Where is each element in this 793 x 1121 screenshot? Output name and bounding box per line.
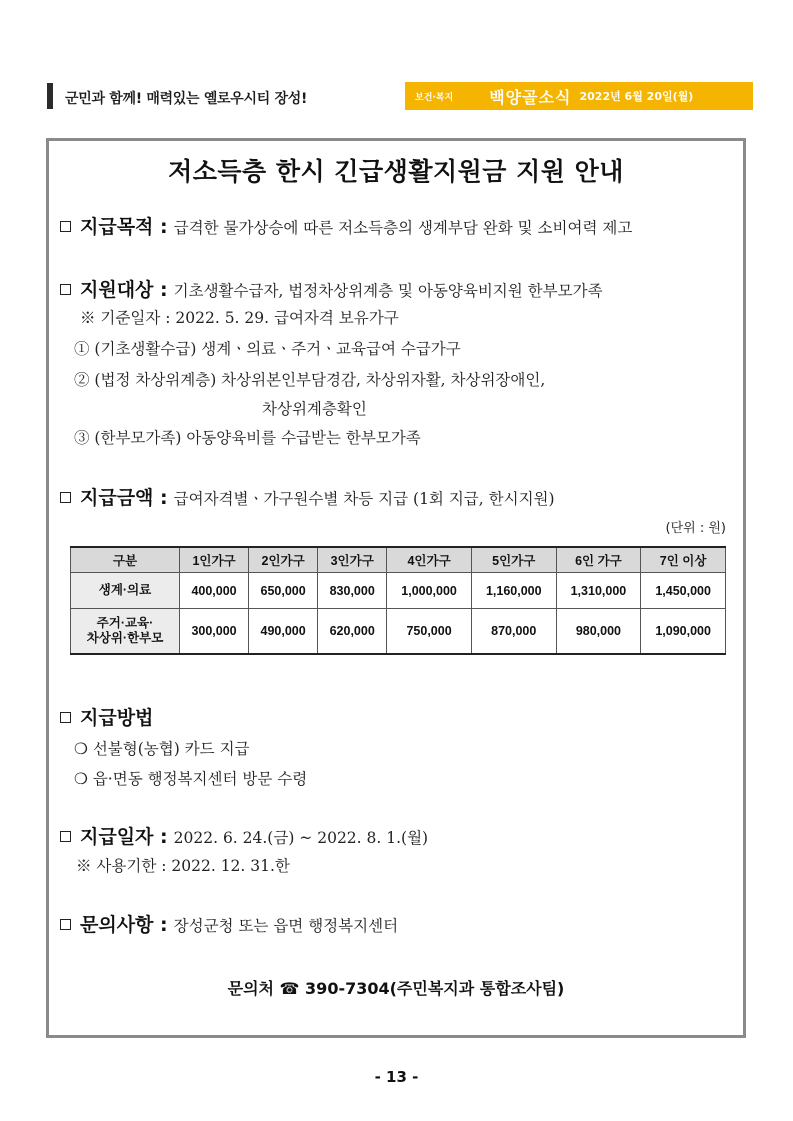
table-cell: 750,000 [387,609,472,655]
checkbox-square-icon [60,492,71,503]
target-item: ② (법정 차상위계층) 차상위본인부담경감, 차상위자활, 차상위장애인, [74,371,546,389]
row-label-line: 차상위·한부모 [86,631,164,645]
page-header [47,82,753,112]
method-item: ❍ 읍·면동 행정복지센터 방문 수령 [74,770,308,788]
amount-table [70,546,726,655]
table-row [71,573,726,609]
section-text: 2022. 6. 24.(금) ~ 2022. 8. 1.(월) [173,829,429,847]
method-item: ❍ 선불형(농협) 카드 지급 [74,740,250,758]
target-item: ③ (한부모가족) 아동양육비를 수급받는 한부모가족 [74,429,421,447]
table-cell: 620,000 [318,609,387,655]
row-label [71,573,180,609]
section-heading: 지급금액 : [80,487,168,509]
row-label [71,609,180,655]
table-cell: 1,160,000 [471,573,556,609]
section-heading: 지급목적 : [80,216,168,238]
checkbox-square-icon [60,221,71,232]
target-item: ① (기초생활수급) 생계ㆍ의료ㆍ주거ㆍ교육급여 수급가구 [74,340,461,358]
column-header: 7인 이상 [641,547,726,573]
row-label-line: 생계·의료 [98,583,152,597]
table-cell: 490,000 [249,609,318,655]
header-banner [405,82,753,110]
table-cell: 300,000 [180,609,249,655]
table-cell: 400,000 [180,573,249,609]
section-text: 장성군청 또는 읍면 행정복지센터 [173,917,399,935]
section-target [60,275,603,302]
section-purpose [60,212,632,239]
page-number: - 13 - [374,1068,419,1086]
schedule-note: ※ 사용기한 : 2022. 12. 31.한 [76,857,290,875]
unit-label: (단위 : 원) [665,521,726,536]
table-cell: 1,090,000 [641,609,726,655]
column-header: 1인가구 [180,547,249,573]
section-heading: 문의사항 : [80,914,168,936]
section-heading: 지급일자 : [80,826,168,848]
table-cell: 1,310,000 [556,573,641,609]
checkbox-square-icon [60,284,71,295]
column-header: 3인가구 [318,547,387,573]
header-slogan: 군민과 함께! 매력있는 옐로우시티 장성! [65,91,308,107]
header-category: 보건·복지 [415,92,454,103]
row-label-line: 주거·교육· [96,616,154,630]
header-newsletter-title: 백양골소식 [489,87,572,107]
table-cell: 1,450,000 [641,573,726,609]
column-header: 5인가구 [471,547,556,573]
target-note: ※ 기준일자 : 2022. 5. 29. 급여자격 보유가구 [80,309,399,327]
checkbox-square-icon [60,712,71,723]
table-cell: 870,000 [471,609,556,655]
checkbox-square-icon [60,919,71,930]
target-item-continued: 차상위계층확인 [262,400,367,418]
section-text: 급격한 물가상승에 따른 저소득층의 생계부담 완화 및 소비여력 제고 [173,219,633,237]
section-heading: 지원대상 : [80,279,168,301]
column-header: 6인 가구 [556,547,641,573]
section-inquiry [60,910,398,937]
section-method [60,703,153,730]
section-text: 급여자격별ㆍ가구원수별 차등 지급 (1회 지급, 한시지원) [173,490,555,508]
column-header: 4인가구 [387,547,472,573]
section-amount [60,483,555,510]
section-text: 기초생활수급자, 법정차상위계층 및 아동양육비지원 한부모가족 [173,282,603,300]
page-title: 저소득층 한시 긴급생활지원금 지원 안내 [168,157,624,186]
contact-info: 문의처 ☎ 390-7304(주민복지과 통합조사팀) [227,979,565,998]
header-accent-bar [47,83,53,109]
checkbox-square-icon [60,831,71,842]
table-cell: 1,000,000 [387,573,472,609]
table-cell: 980,000 [556,609,641,655]
table-header-row [71,547,726,573]
column-header: 2인가구 [249,547,318,573]
table-cell: 650,000 [249,573,318,609]
table-row [71,609,726,655]
column-header: 구분 [71,547,180,573]
header-date: 2022년 6월 20일(월) [579,90,694,103]
section-heading: 지급방법 [80,707,154,729]
table-cell: 830,000 [318,573,387,609]
section-schedule [60,822,428,849]
